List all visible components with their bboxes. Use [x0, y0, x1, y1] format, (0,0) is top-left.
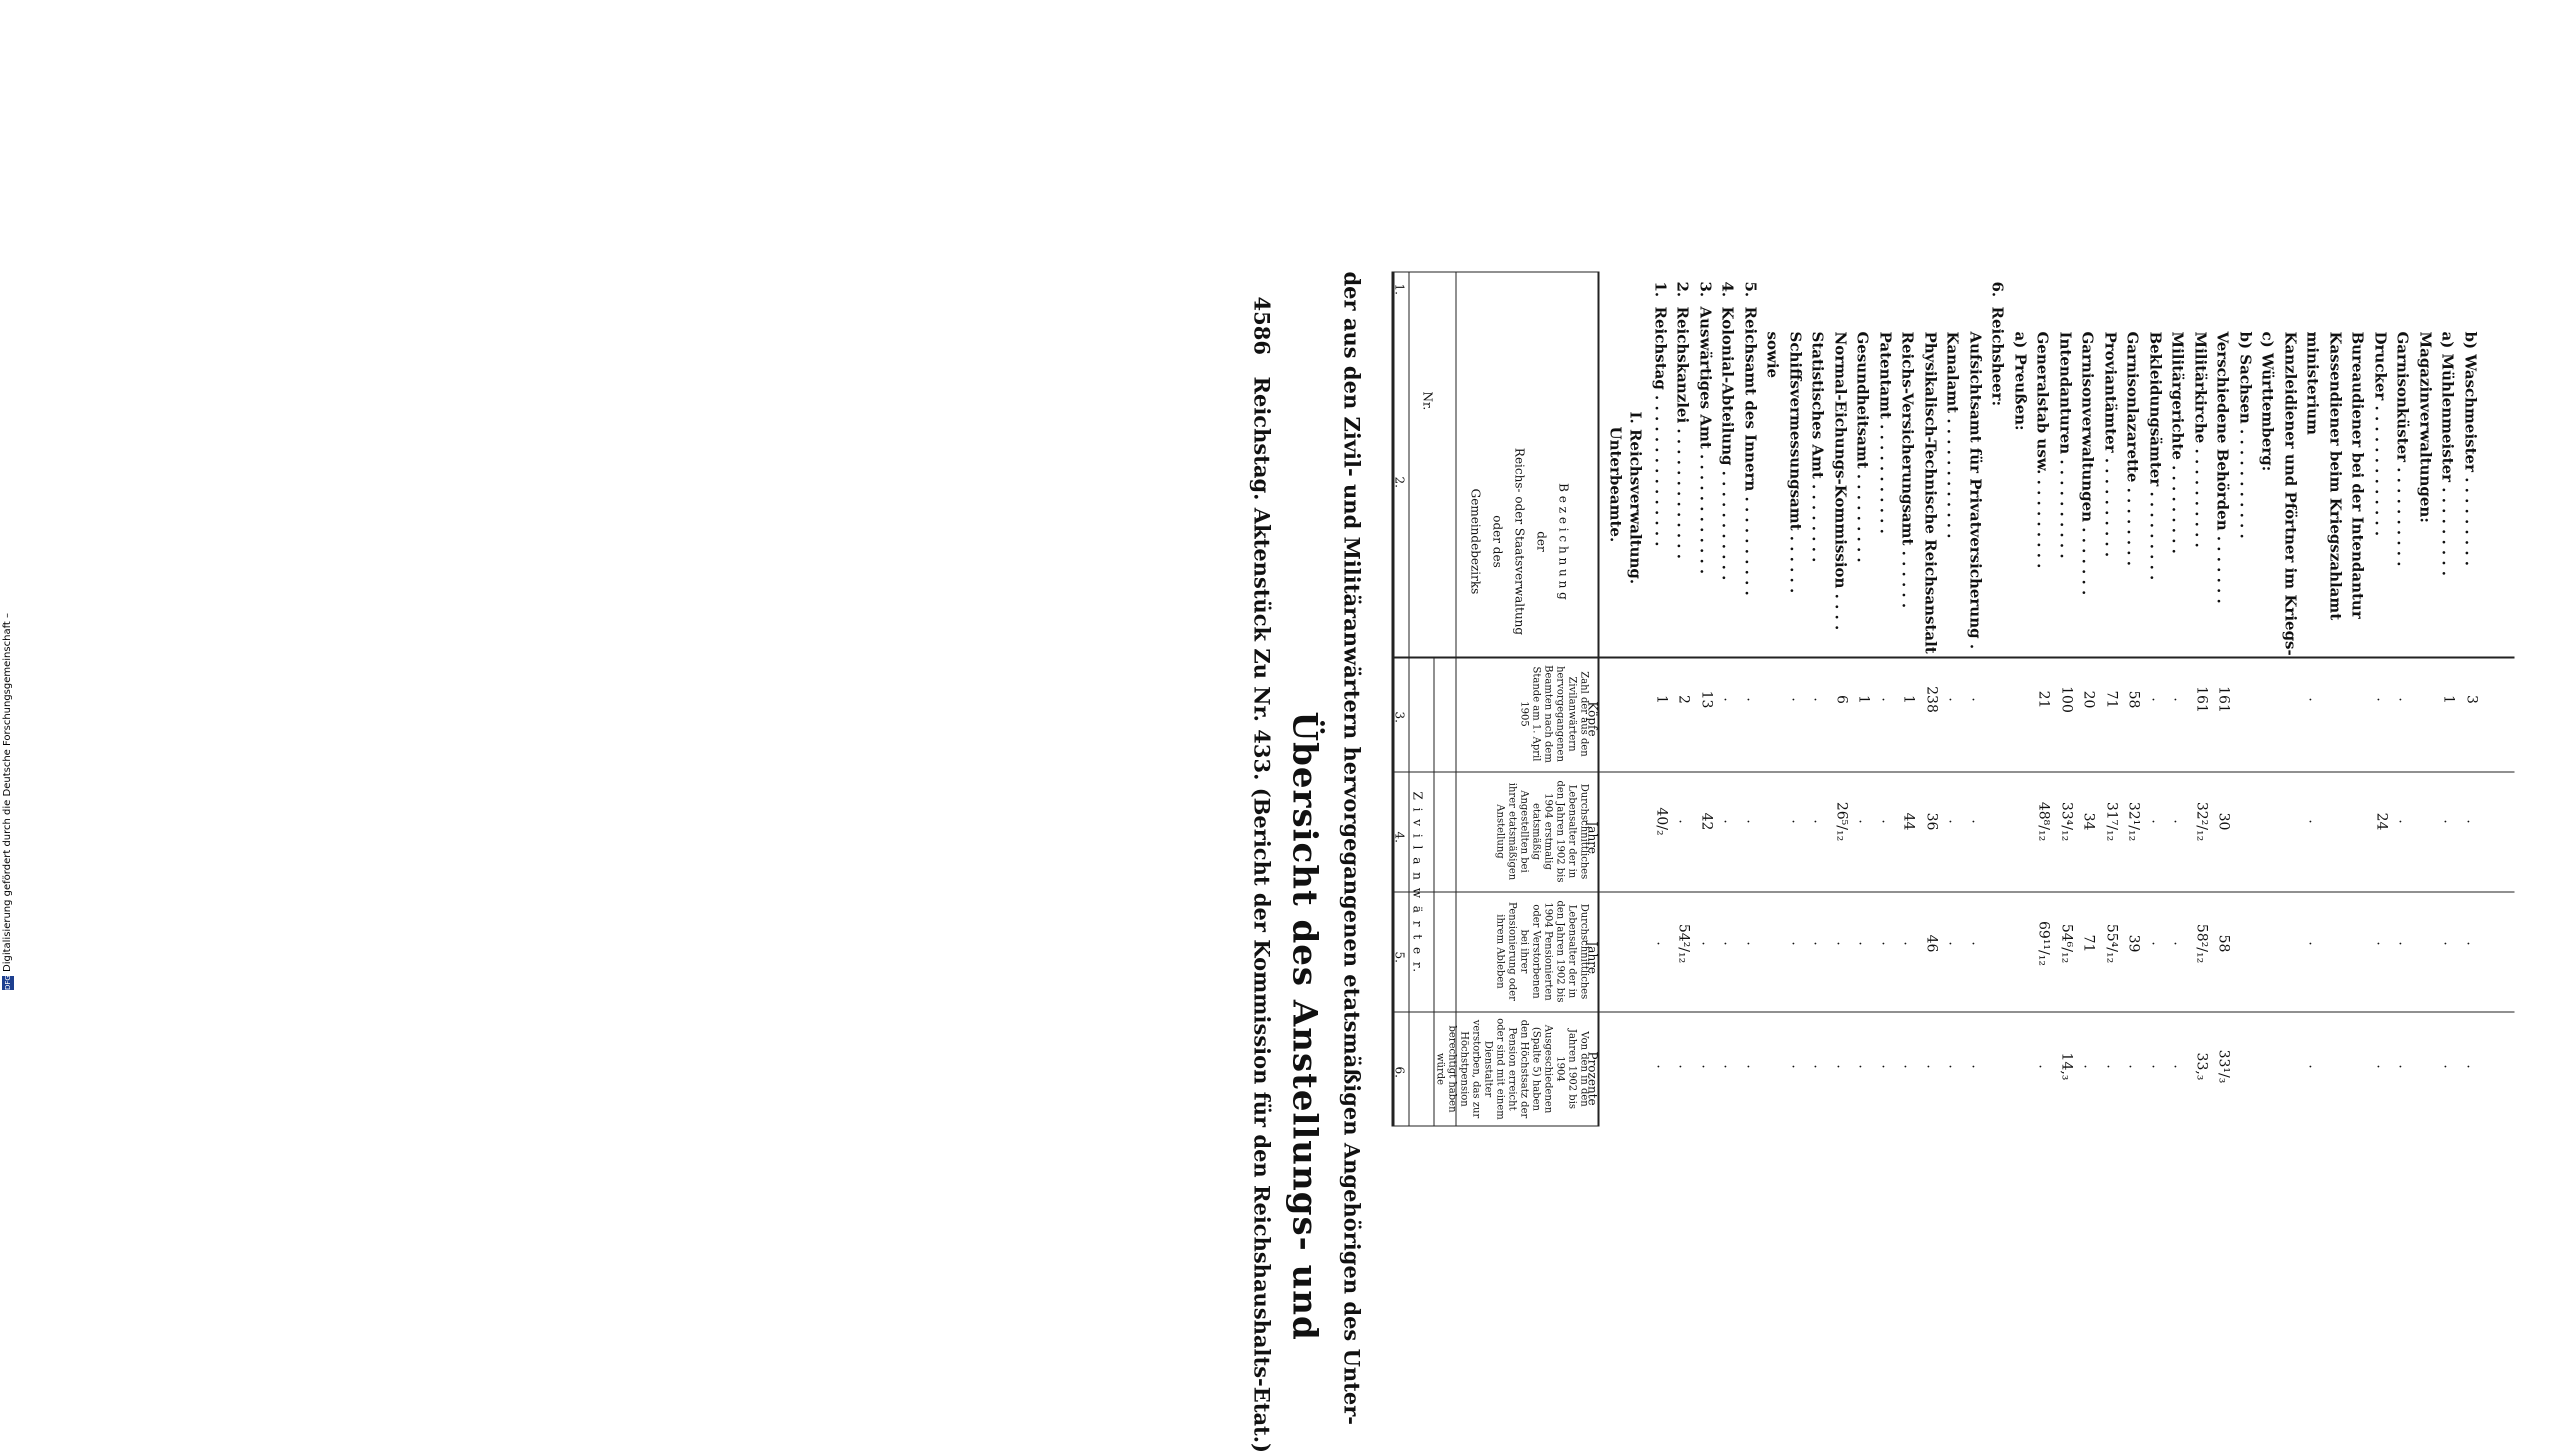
row-label: Garnisonverwaltungen . . . . . . . — [2079, 332, 2097, 652]
divider-c4-c5 — [1395, 892, 2515, 893]
row-label: b) Waschmeister . . . . . . . . . — [2462, 332, 2480, 652]
row-label: b) Sachsen . . . . . . . . . . . — [2237, 332, 2255, 652]
row-label: Garnisonlazarette . . . . . . . . — [2124, 332, 2142, 652]
row-label: Bureaudiener bei der Intendantur — [2349, 332, 2367, 652]
col2-label-line: oder des — [1487, 432, 1509, 652]
row-value-c3: . — [1811, 670, 1827, 730]
frame-right — [1392, 1126, 1600, 1127]
row-value-c6: . — [1969, 1037, 1985, 1097]
row-label: ministerium — [2304, 332, 2322, 652]
row-label: Reichsheer: — [1989, 307, 2007, 652]
row-value-c3: 6 — [1834, 670, 1850, 730]
row-value-c4: . — [1969, 792, 1985, 852]
col2-number: 2. — [1393, 477, 1407, 488]
row-value-c5: . — [2441, 914, 2457, 974]
row-value-c4: 44 — [1901, 792, 1917, 852]
row-value-c5: . — [1721, 914, 1737, 974]
col5-number: 5. — [1393, 952, 1407, 963]
row-value-c5: . — [1901, 914, 1917, 974]
header-rule — [1456, 272, 1457, 1127]
row-value-c3: . — [2374, 670, 2390, 730]
row-value-c6: . — [1699, 1037, 1715, 1097]
row-value-c5: 69¹¹/₁₂ — [2036, 914, 2052, 974]
row-value-c3: 13 — [1699, 670, 1715, 730]
row-value-c3: . — [1789, 670, 1805, 730]
row-label: Drucker . . . . . . . . . . . . . — [2372, 332, 2390, 652]
col2-label — [1465, 432, 1575, 652]
row-value-c3: 100 — [2059, 670, 2075, 730]
row-value-c5: . — [1699, 914, 1715, 974]
row-value-c3: . — [2171, 670, 2187, 730]
row-value-c6: . — [2149, 1037, 2165, 1097]
row-value-c3: 2 — [1676, 670, 1692, 730]
row-value-c5: 46 — [1924, 914, 1940, 974]
row-value-c4: 30 — [2216, 792, 2232, 852]
document-page — [0, 0, 1383, 1000]
row-value-c4: 32²/₁₂ — [2194, 792, 2210, 852]
row-value-c3: 71 — [2104, 670, 2120, 730]
row-value-c4: . — [2396, 792, 2412, 852]
row-value-c4: 34 — [2081, 792, 2097, 852]
row-number: 3. — [1697, 282, 1715, 298]
row-value-c4: . — [1879, 792, 1895, 852]
row-value-c5: . — [1856, 914, 1872, 974]
row-value-c4: . — [1946, 792, 1962, 852]
col2-label-line: Reichs- oder Staatsverwaltung — [1509, 432, 1531, 652]
row-value-c5: . — [1654, 914, 1670, 974]
row-value-c6: 14,₃ — [2059, 1037, 2075, 1097]
row-value-c5: . — [1879, 914, 1895, 974]
row-label: Aufsichtsamt für Privatversicherung . — [1967, 332, 1985, 652]
row-value-c6: 33¹/₃ — [2216, 1037, 2232, 1097]
row-value-c3: 3 — [2464, 670, 2480, 730]
row-value-c5: . — [2374, 914, 2390, 974]
row-value-c6: . — [2036, 1037, 2052, 1097]
row-value-c5: 58 — [2216, 914, 2232, 974]
row-label: Kassendiener beim Kriegszahlamt — [2327, 332, 2345, 652]
dfg-logo: DFG — [2, 976, 14, 990]
row-value-c6: . — [1901, 1037, 1917, 1097]
row-value-c6: . — [1654, 1037, 1670, 1097]
row-number: 6. — [1989, 282, 2007, 298]
row-value-c4: . — [1811, 792, 1827, 852]
row-value-c6: . — [1946, 1037, 1962, 1097]
row-label: Reichstag . . . . . . . . . . . . . . . — [1652, 307, 1670, 652]
row-value-c6: . — [2126, 1037, 2142, 1097]
col4-unit: Jahre — [1586, 822, 1600, 855]
row-label: Reichs-Versicherungsamt . . . . . . — [1899, 332, 1917, 652]
row-value-c4: . — [1676, 792, 1692, 852]
col6-number: 6. — [1393, 1067, 1407, 1078]
row-value-c6: . — [2081, 1037, 2097, 1097]
row-value-c6: . — [1834, 1037, 1850, 1097]
row-value-c5: . — [2464, 914, 2480, 974]
row-value-c6: . — [2104, 1037, 2120, 1097]
row-value-c3: 238 — [1924, 670, 1940, 730]
row-value-c3: . — [1744, 670, 1760, 730]
row-label: Normal-Eichungs-Kommission . . . . — [1832, 332, 1850, 652]
row-label: Proviantämter . . . . . . . . . . — [2102, 332, 2120, 652]
row-label: Generalstab usw. . . . . . . . . . — [2034, 332, 2052, 652]
row-value-c6: . — [1789, 1037, 1805, 1097]
row-value-c5: . — [1789, 914, 1805, 974]
row-value-c5: 55⁴/₁₂ — [2104, 914, 2120, 974]
row-value-c4: . — [2464, 792, 2480, 852]
row-number: 2. — [1674, 282, 1692, 298]
row-value-c4: . — [2171, 792, 2187, 852]
row-value-c4: . — [2149, 792, 2165, 852]
row-number: 4. — [1719, 282, 1737, 298]
row-label: Schiffsvermessungsamt . . . . . . — [1787, 332, 1805, 652]
row-value-c5: 58²/₁₂ — [2194, 914, 2210, 974]
subsection-heading: I. Reichsverwaltung. — [1627, 412, 1645, 585]
row-value-c5: . — [1946, 914, 1962, 974]
row-value-c5: . — [2149, 914, 2165, 974]
row-label: c) Württemberg: — [2259, 332, 2277, 652]
row-value-c6: . — [2396, 1037, 2412, 1097]
row-value-c4: 24 — [2374, 792, 2390, 852]
row-label: Verschiedene Behörden . . . . . . . — [2214, 332, 2232, 652]
row-label: Kolonial-Abteilung . . . . . . . . . . . — [1719, 307, 1737, 652]
row-value-c6: . — [2374, 1037, 2390, 1097]
row-value-c6: . — [1856, 1037, 1872, 1097]
section-heading: Unterbeamte. — [1607, 427, 1625, 543]
row-value-c6: . — [1721, 1037, 1737, 1097]
frame-left — [1392, 272, 1600, 273]
row-value-c6: . — [2306, 1037, 2322, 1097]
row-value-c5: . — [2306, 914, 2322, 974]
row-value-c3: 20 — [2081, 670, 2097, 730]
page-number: 4586 — [1250, 297, 1275, 355]
row-number: 5. — [1742, 282, 1760, 298]
row-label: Statistisches Amt . . . . . . . . — [1809, 332, 1827, 652]
row-value-c5: . — [2171, 914, 2187, 974]
row-value-c3: 21 — [2036, 670, 2052, 730]
row-value-c5: 54⁶/₁₂ — [2059, 914, 2075, 974]
row-value-c3: . — [1721, 670, 1737, 730]
row-value-c3: 1 — [1654, 670, 1670, 730]
row-value-c3: 161 — [2194, 670, 2210, 730]
row-value-c3: 58 — [2126, 670, 2142, 730]
row-value-c5: . — [1811, 914, 1827, 974]
row-label: Auswärtiges Amt . . . . . . . . . . . . — [1697, 307, 1715, 652]
document-title: Übersicht des Anstellungs- und — [1285, 712, 1325, 1341]
row-label: Magazinverwaltungen: — [2417, 332, 2435, 652]
divider-label-values — [1395, 657, 2515, 659]
col1-label: Nr. — [1421, 392, 1435, 411]
row-value-c4: . — [2306, 792, 2322, 852]
funding-note: Digitalisierung gefördert durch die Deutsche Forschungsgemeinschaft – — [2, 613, 13, 972]
col2-label-line: der — [1531, 432, 1553, 652]
row-value-c4: . — [1856, 792, 1872, 852]
row-value-c4: 42 — [1699, 792, 1715, 852]
funding-note-margin — [2, 613, 14, 990]
row-value-c6: . — [1811, 1037, 1827, 1097]
row-value-c5: 71 — [2081, 914, 2097, 974]
row-label: Physikalisch-Technische Reichsanstalt — [1922, 332, 1940, 652]
header-bottom-rule — [1598, 272, 1600, 1127]
row-value-c3: 1 — [1901, 670, 1917, 730]
col1-number: 1. — [1393, 284, 1407, 295]
row-value-c4: 32¹/₁₂ — [2126, 792, 2142, 852]
row-value-c6: . — [1879, 1037, 1895, 1097]
row-value-c6: . — [1676, 1037, 1692, 1097]
row-value-c3: 161 — [2216, 670, 2232, 730]
row-label: Kanalamt . . . . . . . . . . . . — [1944, 332, 1962, 652]
col2-label-line: B e z e i c h n u n g — [1553, 432, 1575, 652]
divider-c5-c6 — [1395, 1012, 2515, 1013]
row-value-c5: . — [1744, 914, 1760, 974]
col4-number: 4. — [1393, 832, 1407, 843]
row-value-c4: . — [1721, 792, 1737, 852]
row-value-c3: . — [2306, 670, 2322, 730]
row-label: Gesundheitsamt . . . . . . . . . — [1854, 332, 1872, 652]
rotated-table-canvas — [1192, 192, 2575, 1192]
row-value-c5: 39 — [2126, 914, 2142, 974]
row-value-c4: . — [1744, 792, 1760, 852]
row-value-c4: . — [2441, 792, 2457, 852]
document-subtitle: der aus den Zivil- und Militäranwärtern hervorgegangenen etatsmäßigen Angehörigen des Unter- — [1340, 272, 1365, 1426]
table-top-rule — [1392, 272, 1395, 1127]
row-value-c6: . — [2441, 1037, 2457, 1097]
row-value-c4: 33⁴/₁₂ — [2059, 792, 2075, 852]
col6-unit: Prozente — [1586, 1052, 1600, 1106]
divider-c3-c4 — [1395, 772, 2515, 773]
row-value-c5: . — [2396, 914, 2412, 974]
group-label: Z i v i l a n w ä r t e r. — [1411, 792, 1425, 975]
row-value-c3: . — [2396, 670, 2412, 730]
row-number: 1. — [1652, 282, 1670, 298]
row-value-c6: . — [2464, 1037, 2480, 1097]
col3-number: 3. — [1393, 712, 1407, 723]
row-label: a) Mühlenmeister . . . . . . . . . — [2439, 332, 2457, 652]
row-value-c5: 54²/₁₂ — [1676, 914, 1692, 974]
row-label: sowie — [1764, 332, 1782, 652]
running-title: Reichstag. Aktenstück Zu Nr. 433. (Bericht der Kommission für den Reichshaushalts-Etat.) — [1250, 377, 1275, 1453]
row-value-c3: . — [2149, 670, 2165, 730]
row-value-c3: . — [1946, 670, 1962, 730]
row-label: Reichskanzlei . . . . . . . . . . . . . — [1674, 307, 1692, 652]
row-label: Militärkirche . . . . . . . . . . — [2192, 332, 2210, 652]
col2-label-line: Gemeindebezirks — [1465, 432, 1487, 652]
col4-header: Durchschnittliches Lebensalter der in den Jahren 1902 bis 1904 erstmalig etatsmäßig Angestellten bei ihrer etatsmäßigen Anstellung — [1494, 777, 1590, 887]
row-value-c3: . — [1969, 670, 1985, 730]
colnum-rule — [1409, 272, 1410, 1127]
row-label: Garnisonküster . . . . . . . . . . — [2394, 332, 2412, 652]
col6-header: Von den in den Jahren 1902 bis 1904 Ausgeschiedenen (Spalte 5) haben den Höchstsatz der Pension erreicht oder sind mit einem Dienstalter verstorben, das zur Höchstpension berechtigt haben würde — [1434, 1017, 1590, 1122]
row-value-c5: . — [1834, 914, 1850, 974]
row-label: Patentamt . . . . . . . . . . . — [1877, 332, 1895, 652]
row-label: Bekleidungsämter . . . . . . . . . — [2147, 332, 2165, 652]
row-value-c3: . — [1879, 670, 1895, 730]
row-value-c3: 1 — [1856, 670, 1872, 730]
row-value-c4: 31⁷/₁₂ — [2104, 792, 2120, 852]
row-label: Reichsamt des Innern . . . . . . . . . . — [1742, 307, 1760, 652]
row-value-c4: 40/₂ — [1654, 792, 1670, 852]
col5-header: Durchschnittliches Lebensalter der in den Jahren 1902 bis 1904 Pensionierten oder Verstorbenen bei ihrer Pensionierung oder ihrem Ableben — [1494, 897, 1590, 1007]
row-value-c4: . — [1789, 792, 1805, 852]
row-value-c6: . — [1924, 1037, 1940, 1097]
row-value-c6: . — [2171, 1037, 2187, 1097]
row-value-c6: 33,₃ — [2194, 1037, 2210, 1097]
row-value-c5: . — [1969, 914, 1985, 974]
row-value-c4: 36 — [1924, 792, 1940, 852]
row-value-c4: 26⁵/₁₂ — [1834, 792, 1850, 852]
row-value-c6: . — [1744, 1037, 1760, 1097]
row-value-c4: 48⁸/₁₂ — [2036, 792, 2052, 852]
col3-header: Zahl der aus den Zivilanwärtern hervorgegangenen Beamten nach dem Stande am 1. April 1905 — [1518, 662, 1590, 767]
col3-unit: Köpfe — [1586, 702, 1600, 737]
row-label: Militärgerichte . . . . . . . . . — [2169, 332, 2187, 652]
row-label: Kanzleidiener und Pförtner im Kriegs- — [2282, 332, 2300, 652]
row-label: Intendanturen . . . . . . . . . . — [2057, 332, 2075, 652]
row-value-c3: 1 — [2441, 670, 2457, 730]
row-label: a) Preußen: — [2012, 332, 2030, 652]
col5-unit: Jahre — [1586, 942, 1600, 975]
